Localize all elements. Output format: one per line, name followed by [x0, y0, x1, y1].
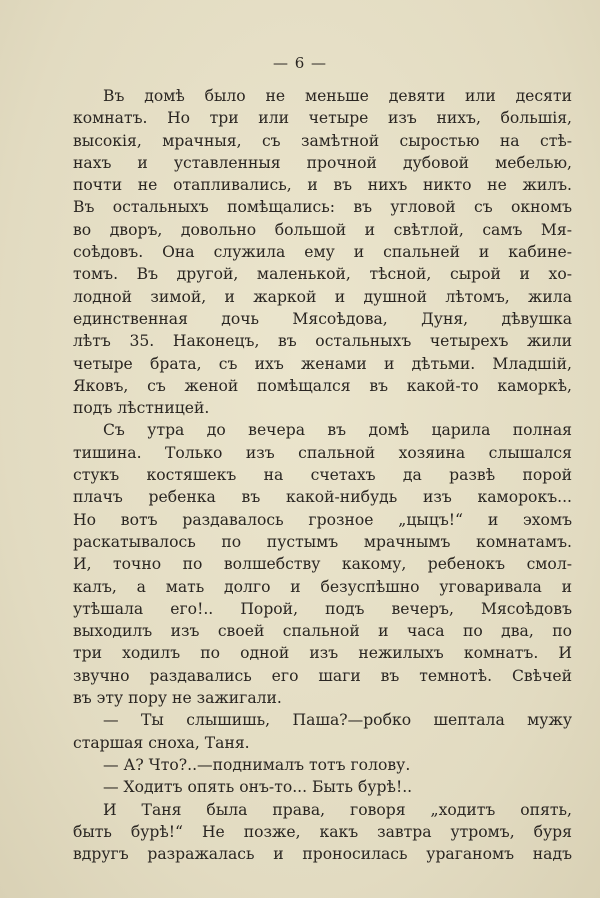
- text-line: выходилъ изъ своей спальной и часа по два, по: [73, 622, 572, 641]
- text-line: комнатъ. Но три или четыре изъ нихъ, большія,: [73, 109, 572, 128]
- text-line: вдругъ разражалась и проносилась ураганомъ надъ: [73, 845, 572, 864]
- text-line: единственная дочь Мясоѣдова, Дуня, дѣвушка: [73, 309, 572, 328]
- text-line: стукъ костяшекъ на счетахъ да развѣ порой: [73, 466, 572, 485]
- text-line: раскатывалось по пустымъ мрачнымъ комнатамъ.: [73, 532, 572, 551]
- page-number: — 6 —: [272, 54, 328, 72]
- text-line: во дворъ, довольно большой и свѣтлой, самъ Мя-: [73, 220, 572, 239]
- text-line: четыре брата, съ ихъ женами и дѣтьми. Младшій,: [73, 354, 572, 373]
- text-line: подъ лѣстницей.: [73, 399, 210, 418]
- text-line: звучно раздавались его шаги въ темнотѣ. Свѣчей: [73, 666, 572, 685]
- text-line: томъ. Въ другой, маленькой, тѣсной, сырой и хо-: [73, 265, 572, 284]
- text-line: калъ, а мать долго и безуспѣшно уговаривала и: [73, 577, 572, 596]
- text-line: почти не отапливались, и въ нихъ никто не жилъ.: [73, 176, 572, 195]
- text-line: быть бурѣ!“ Не позже, какъ завтра утромъ, буря: [73, 822, 572, 841]
- text-line: Въ остальныхъ помѣщались: въ угловой съ окномъ: [73, 198, 572, 217]
- body-text: [73, 85, 572, 865]
- text-line: старшая сноха, Таня.: [73, 733, 250, 752]
- text-line: Въ домѣ было не меньше девяти или десяти: [103, 87, 572, 105]
- text-line: И Таня была права, говоря „ходитъ опять,: [103, 800, 572, 819]
- text-line: Но вотъ раздавалось грозное „цыцъ!“ и эхомъ: [73, 510, 572, 529]
- text-line: тишина. Только изъ спальной хозяина слышался: [73, 443, 572, 462]
- text-line: лѣтъ 35. Наконецъ, въ остальныхъ четырехъ жили: [73, 332, 572, 351]
- text-line: утѣшала его!.. Порой, подъ вечеръ, Мясоѣдовъ: [73, 599, 572, 618]
- text-line: Яковъ, съ женой помѣщался въ какой-то каморкѣ,: [73, 376, 572, 395]
- text-line: — Ходитъ опять онъ-то... Быть бурѣ!..: [103, 778, 413, 797]
- text-line: соѣдовъ. Она служила ему и спальней и кабине-: [73, 243, 572, 262]
- text-line: — А? Что?..—поднималъ тотъ голову.: [103, 755, 411, 774]
- text-line: Съ утра до вечера въ домѣ царила полная: [103, 421, 572, 440]
- text-line: — Ты слышишь, Паша?—робко шептала мужу: [103, 711, 572, 730]
- text-line: въ эту пору не зажигали.: [73, 689, 282, 708]
- text-line: плачъ ребенка въ какой-нибудь изъ каморокъ...: [73, 488, 572, 507]
- text-line: И, точно по волшебству какому, ребенокъ смол-: [73, 555, 572, 574]
- text-line: три ходилъ по одной изъ нежилыхъ комнатъ. И: [73, 644, 572, 663]
- text-line: высокія, мрачныя, съ замѣтной сыростью на стѣ-: [73, 131, 572, 150]
- text-line: нахъ и уставленныя прочной дубовой мебелью,: [73, 153, 572, 172]
- text-line: лодной зимой, и жаркой и душной лѣтомъ, жила: [73, 287, 572, 306]
